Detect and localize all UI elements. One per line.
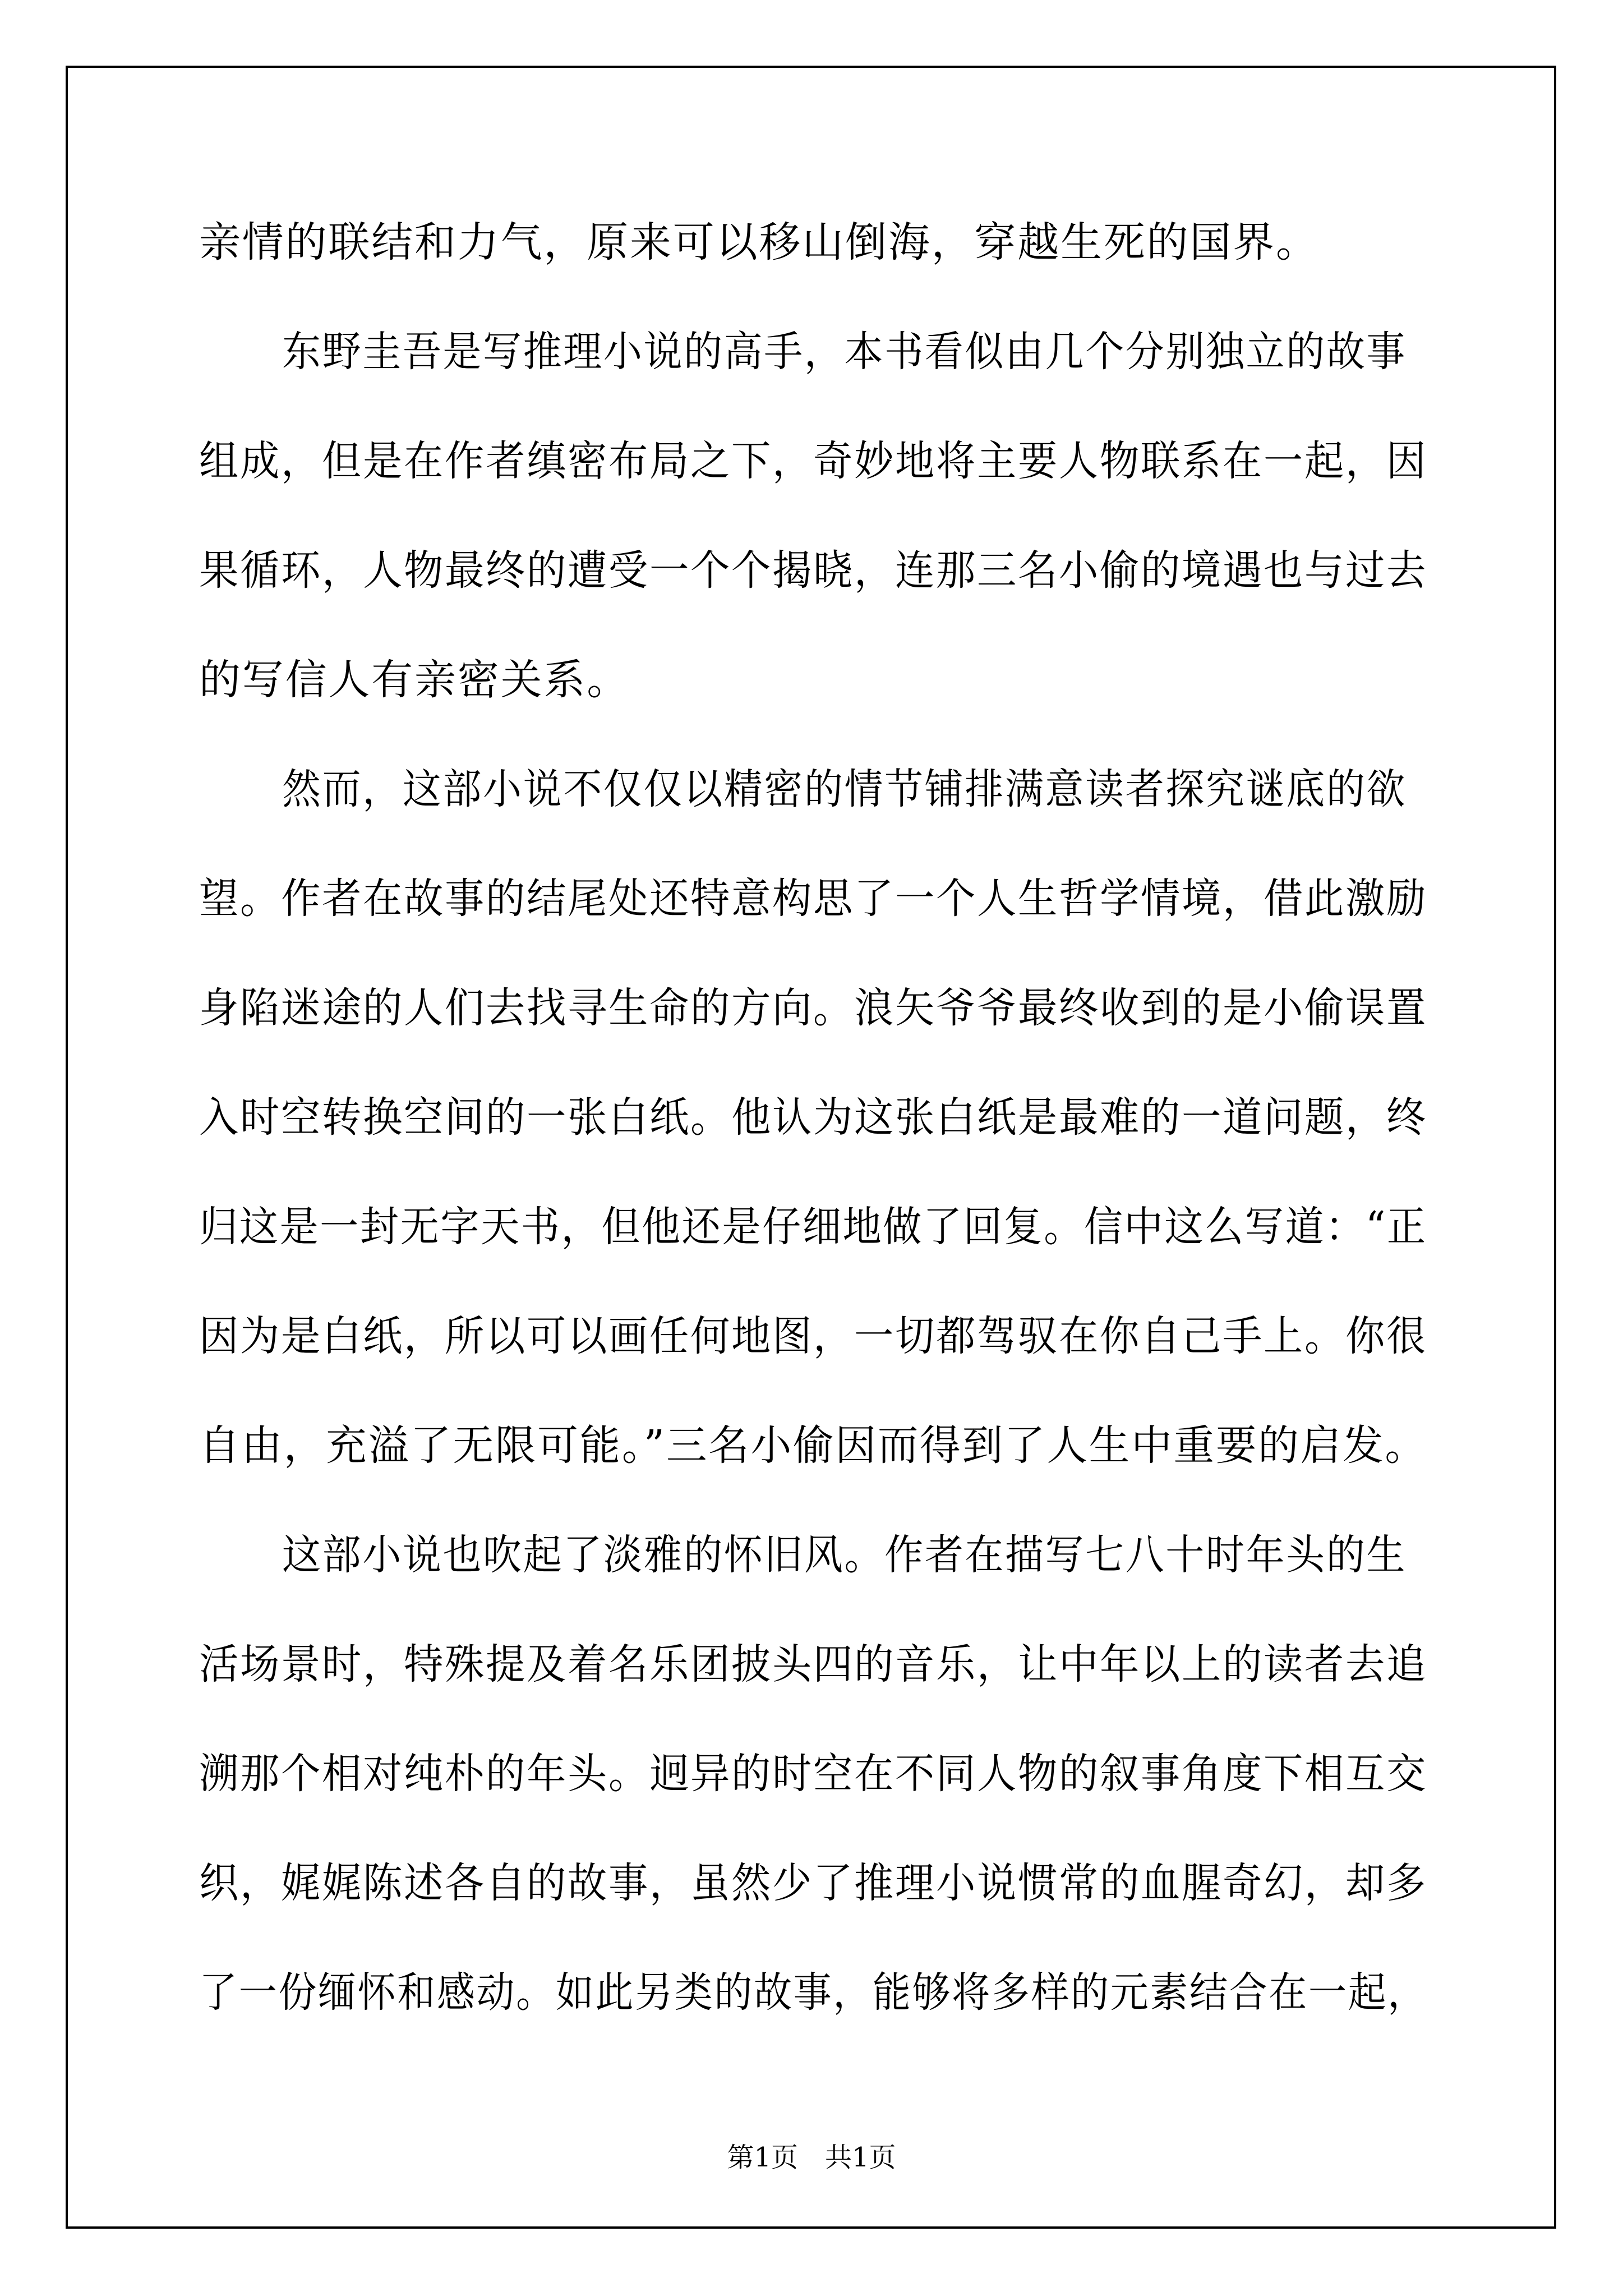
- text-line-5: 的写信人有亲密关系。: [199, 656, 630, 704]
- text-line-11: 因为是白纸，所以可以画任何地图，一切都驾驭在你自己手上。你很: [199, 1312, 1427, 1360]
- text-line-16: 织，娓娓陈述各自的故事，虽然少了推理小说惯常的血腥奇幻，却多: [199, 1859, 1427, 1907]
- text-line-7: 望。作者在故事的结尾处还特意构思了一个人生哲学情境，借此激励: [199, 875, 1427, 923]
- text-line-13: 这部小说也吹起了淡雅的怀旧风。作者在描写七八十时年头的生: [282, 1531, 1407, 1579]
- text-line-10: 归这是一封无字天书，但他还是仔细地做了回复。信中这么写道：“正: [199, 1203, 1427, 1251]
- text-line-8: 身陷迷途的人们去找寻生命的方向。浪矢爷爷最终收到的是小偷误置: [199, 984, 1427, 1032]
- text-line-3: 组成，但是在作者缜密布局之下，奇妙地将主要人物联系在一起，因: [199, 437, 1427, 485]
- text-line-1: 亲情的联结和力气，原来可以移山倒海，穿越生死的国界。: [199, 218, 1319, 266]
- text-line-12: 自由，充溢了无限可能。”三名小偷因而得到了人生中重要的启发。: [199, 1421, 1427, 1470]
- text-line-15: 溯那个相对纯朴的年头。迥异的时空在不同人物的叙事角度下相互交: [199, 1750, 1427, 1798]
- text-line-9: 入时空转换空间的一张白纸。他认为这张白纸是最难的一道问题，终: [199, 1093, 1427, 1142]
- text-line-6: 然而，这部小说不仅仅以精密的情节铺排满意读者探究谜底的欲: [282, 765, 1407, 813]
- text-line-14: 活场景时，特殊提及着名乐团披头四的音乐，让中年以上的读者去追: [199, 1640, 1427, 1688]
- text-line-4: 果循环，人物最终的遭受一个个揭晓，连那三名小偷的境遇也与过去: [199, 546, 1427, 595]
- text-line-17: 了一份缅怀和感动。如此另类的故事，能够将多样的元素结合在一起，: [199, 1968, 1427, 2017]
- page-footer: 第1页 共1页: [727, 2142, 896, 2173]
- text-line-2: 东野圭吾是写推理小说的高手，本书看似由几个分别独立的故事: [282, 328, 1407, 376]
